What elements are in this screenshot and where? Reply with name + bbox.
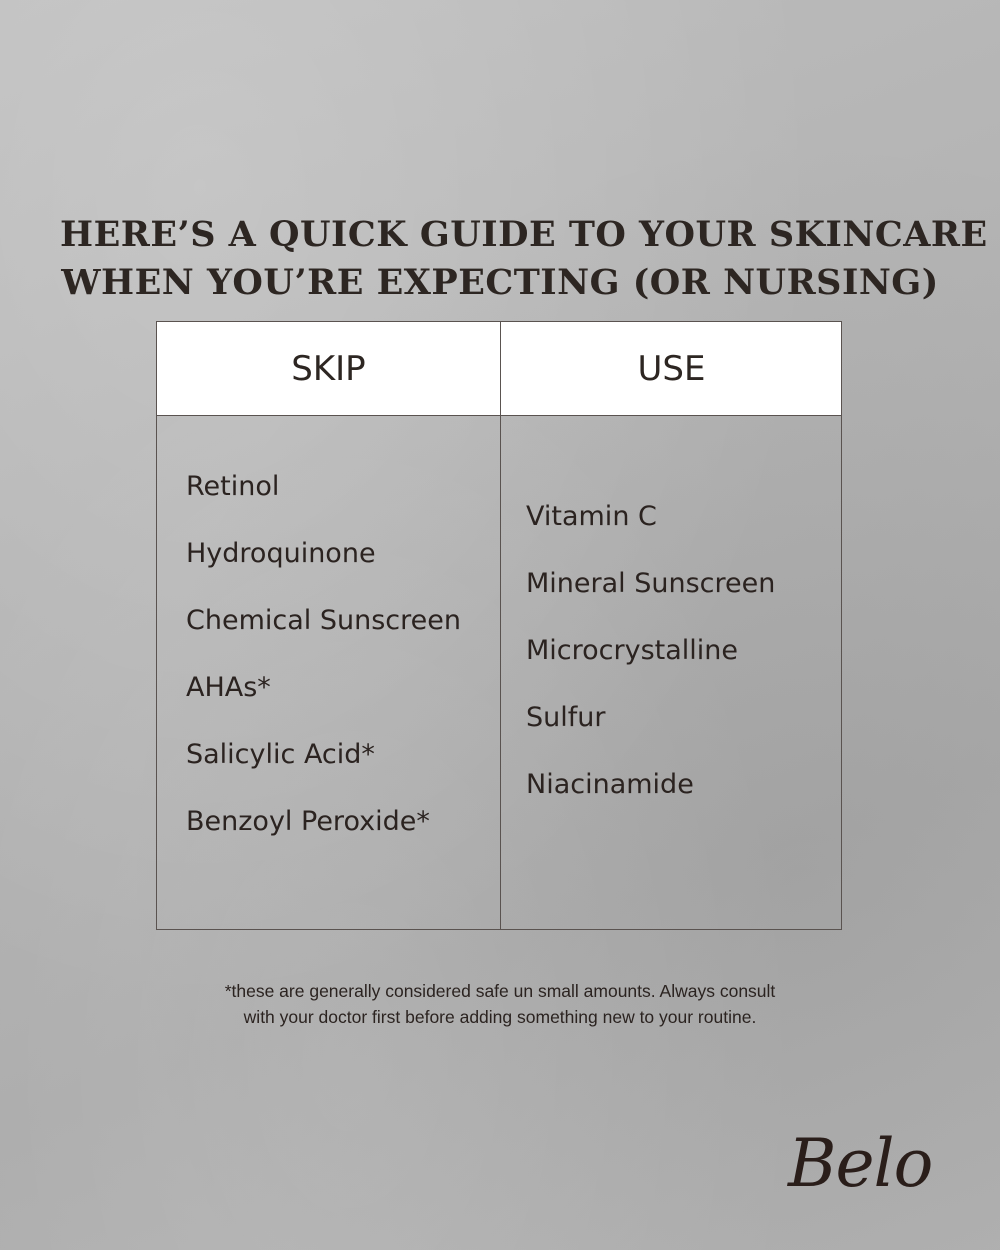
column-header-use: USE — [637, 349, 706, 389]
list-item: Mineral Sunscreen — [526, 568, 776, 599]
title-line-1: HERE’S A QUICK GUIDE TO YOUR SKINCARE — [60, 214, 988, 256]
skip-list — [186, 470, 461, 872]
column-header-skip: SKIP — [291, 349, 366, 389]
column-divider — [500, 322, 501, 929]
skincare-guide-table — [156, 321, 842, 930]
page-title — [60, 211, 988, 307]
title-line-2: WHEN YOU’RE EXPECTING (OR NURSING) — [61, 262, 939, 304]
footnote-line-2: with your doctor first before adding something new to your routine. — [243, 1006, 757, 1027]
table-header-row — [157, 322, 841, 416]
footnote — [130, 978, 870, 1030]
list-item: Salicylic Acid* — [186, 739, 375, 770]
list-item: Chemical Sunscreen — [186, 605, 461, 636]
list-item: Niacinamide — [526, 769, 694, 800]
footnote-line-1: *these are generally considered safe un small amounts. Always consult — [224, 980, 776, 1001]
list-item: Sulfur — [526, 702, 606, 733]
list-item: Microcrystalline — [526, 635, 739, 666]
use-list — [526, 500, 775, 835]
list-item: Hydroquinone — [186, 538, 376, 569]
list-item: Benzoyl Peroxide* — [186, 806, 430, 837]
list-item: AHAs* — [186, 672, 271, 703]
list-item: Retinol — [186, 471, 280, 502]
list-item: Vitamin C — [526, 501, 657, 532]
brand-logo: Belo — [788, 1125, 933, 1202]
